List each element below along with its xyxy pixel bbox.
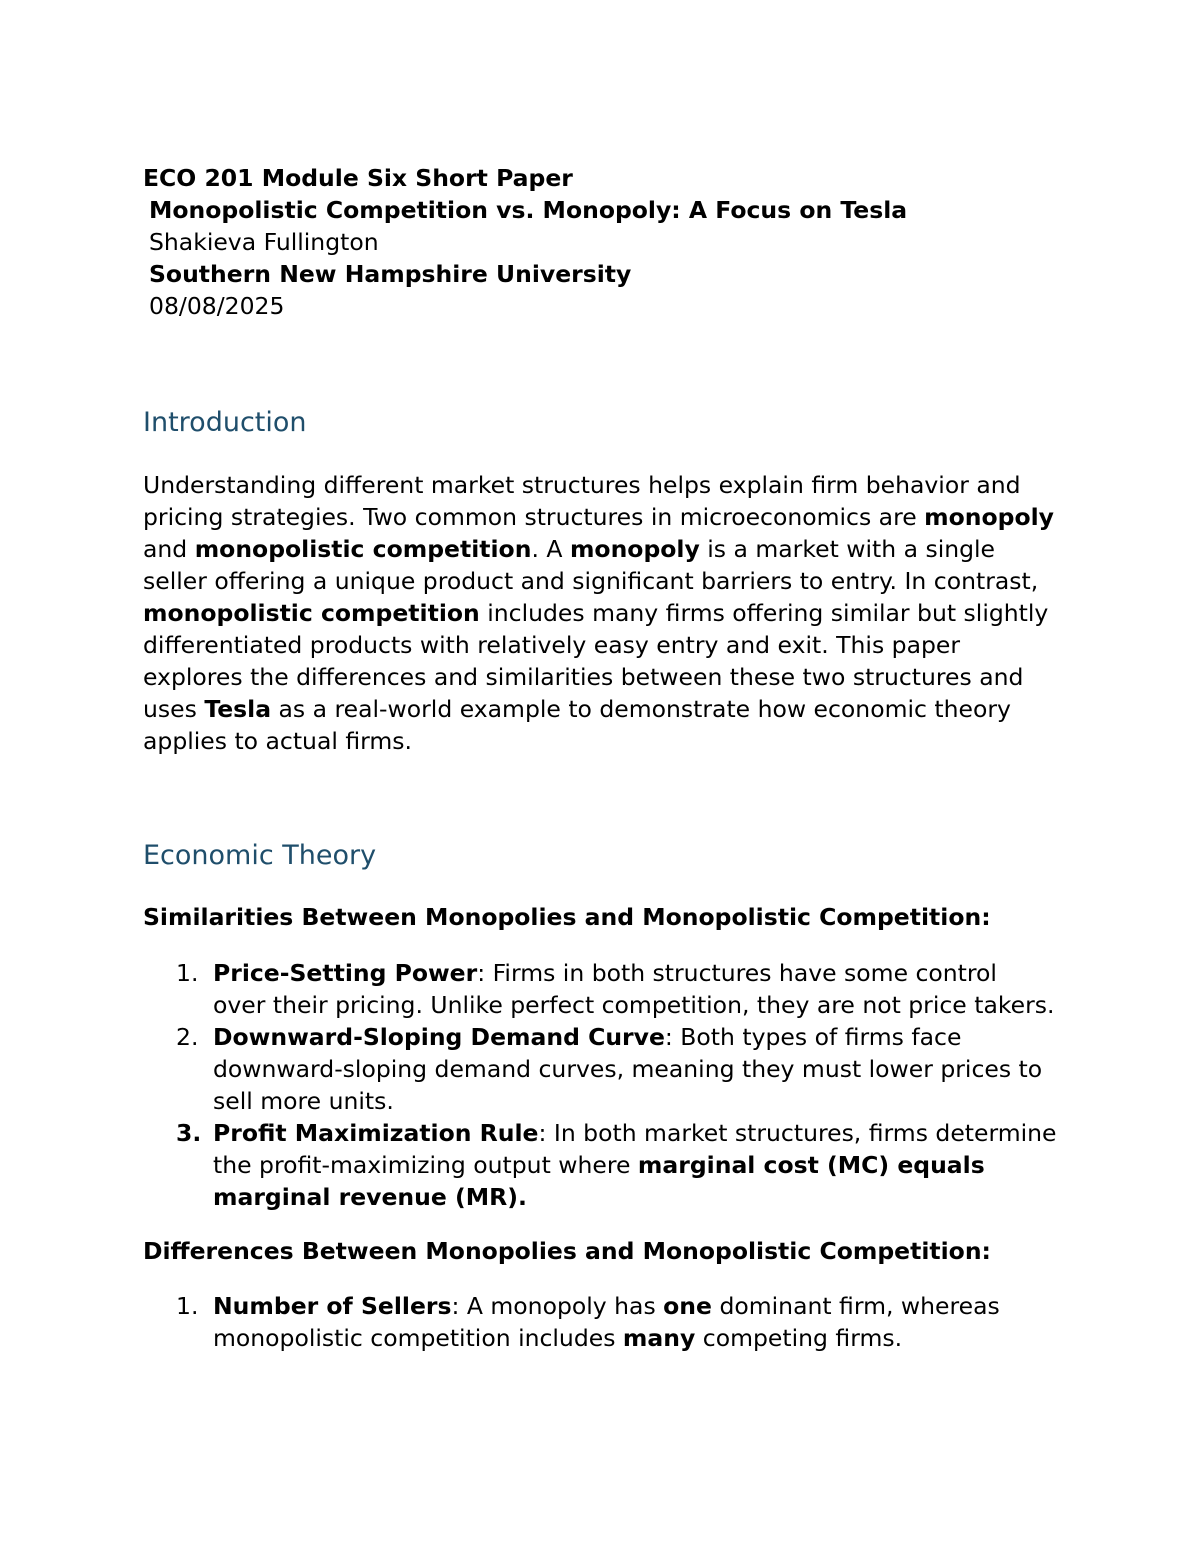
list-item-line — [213, 1053, 1042, 1085]
body-text: pricing strategies. Two common structures in microeconomics are — [143, 503, 925, 531]
body-text: . A — [531, 535, 570, 563]
body-text: : Both types of firms face — [664, 1023, 962, 1051]
body-text: includes many firms offering similar but slightly — [479, 599, 1049, 627]
body-text: and — [143, 535, 195, 563]
body-text: is a market with a single — [699, 535, 996, 563]
body-text: over their pricing. Unlike perfect competition, they are not price takers. — [213, 991, 1055, 1019]
list-item-line — [213, 1085, 394, 1117]
body-text: differentiated products with relatively easy entry and exit. This paper — [143, 631, 961, 659]
list-item-line — [213, 1149, 985, 1181]
body-text: monopolistic competition includes — [213, 1324, 623, 1352]
paragraph-line — [143, 469, 1021, 501]
bold-text: Price-Setting Power — [213, 959, 478, 987]
list-item-line — [213, 1021, 961, 1053]
similarities-subheading: Similarities Between Monopolies and Monopolistic Competition: — [143, 903, 991, 931]
body-text: competing firms. — [695, 1324, 903, 1352]
body-text: sell more units. — [213, 1087, 394, 1115]
body-text: applies to actual firms. — [143, 727, 413, 755]
bold-text: Number of Sellers — [213, 1292, 452, 1320]
paragraph-line — [143, 725, 412, 757]
body-text: the profit-maximizing output where — [213, 1151, 638, 1179]
body-text: : Firms in both structures have some control — [477, 959, 997, 987]
list-item-number: 2. — [176, 1023, 199, 1051]
bold-text: monopolistic competition — [194, 535, 532, 563]
paragraph-line — [143, 565, 1038, 597]
body-text: explores the differences and similarities between these two structures and — [143, 663, 1024, 691]
bold-text: marginal cost (MC) equals — [637, 1151, 985, 1179]
course-title: ECO 201 Module Six Short Paper — [143, 164, 573, 192]
author-name: Shakieva Fullington — [149, 228, 379, 256]
differences-subheading: Differences Between Monopolies and Monopolistic Competition: — [143, 1237, 991, 1265]
bold-text: monopoly — [924, 503, 1055, 531]
paragraph-line — [143, 501, 1054, 533]
bold-text: Profit Maximization Rule — [213, 1119, 539, 1147]
bold-text: one — [663, 1292, 712, 1320]
list-item-line — [213, 1181, 527, 1213]
paragraph-line — [143, 629, 960, 661]
body-text: uses — [143, 695, 205, 723]
paper-title: Monopolistic Competition vs. Monopoly: A Focus on Tesla — [149, 196, 908, 224]
list-item-number: 1. — [176, 1292, 199, 1320]
list-item-number: 1. — [176, 959, 199, 987]
body-text: downward-sloping demand curves, meaning they must lower prices to — [213, 1055, 1043, 1083]
document-page — [143, 0, 1073, 1553]
bold-text: Tesla — [204, 695, 272, 723]
body-text: seller offering a unique product and significant barriers to entry. In contrast, — [143, 567, 1039, 595]
body-text: : In both market structures, firms determine — [538, 1119, 1057, 1147]
body-text: Understanding different market structures helps explain firm behavior and — [143, 471, 1021, 499]
paragraph-line — [143, 661, 1023, 693]
university-name: Southern New Hampshire University — [149, 260, 632, 288]
list-item-number: 3. — [176, 1119, 202, 1147]
paragraph-line — [143, 533, 995, 565]
economic-theory-heading: Economic Theory — [143, 840, 377, 871]
introduction-heading: Introduction — [143, 407, 307, 438]
bold-text: many — [622, 1324, 696, 1352]
list-item-line — [213, 1117, 1056, 1149]
body-text: : A monopoly has — [451, 1292, 664, 1320]
list-item-line — [213, 1290, 1000, 1322]
body-text: as a real-world example to demonstrate how economic theory — [271, 695, 1011, 723]
paragraph-line — [143, 597, 1048, 629]
paragraph-line — [143, 693, 1011, 725]
bold-text: marginal revenue (MR). — [213, 1183, 527, 1211]
list-item-line — [213, 1322, 902, 1354]
bold-text: monopoly — [569, 535, 700, 563]
body-text: dominant firm, whereas — [711, 1292, 1000, 1320]
paper-date: 08/08/2025 — [149, 292, 285, 320]
bold-text: monopolistic competition — [143, 599, 480, 627]
list-item-line — [213, 989, 1054, 1021]
list-item-line — [213, 957, 997, 989]
bold-text: Downward-Sloping Demand Curve — [213, 1023, 665, 1051]
